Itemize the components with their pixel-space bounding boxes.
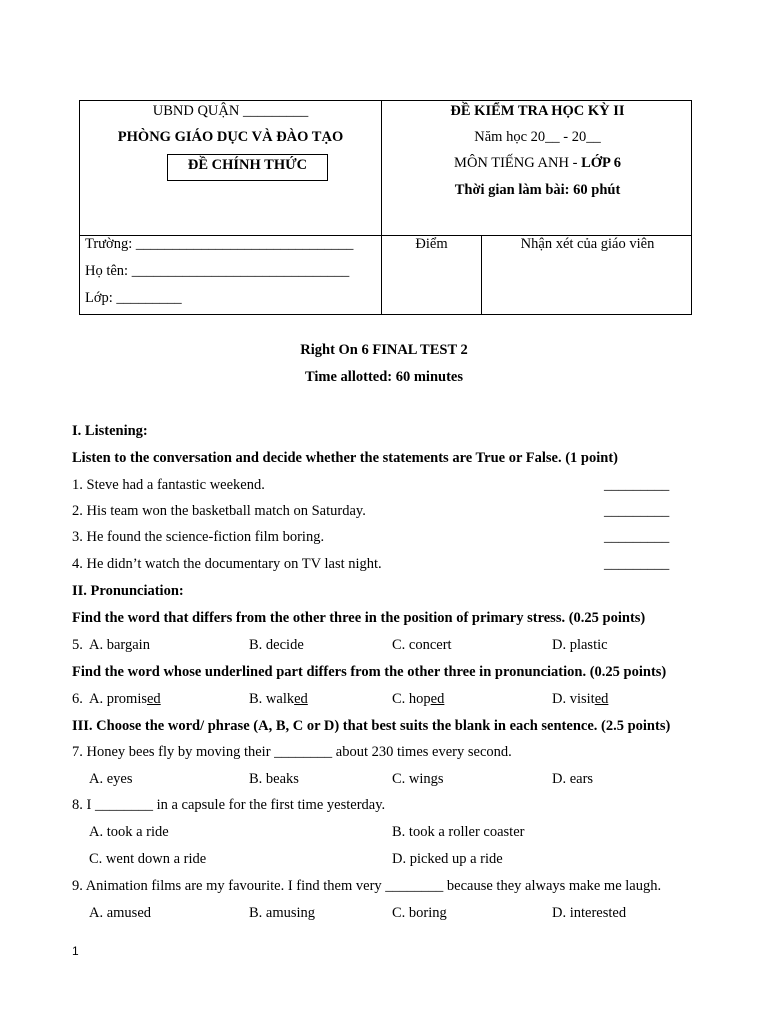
section-instruction: Find the word whose underlined part differs from the other three in pronunciation. (0.25 points): [72, 664, 667, 680]
option-a: A. bargain: [89, 637, 150, 653]
option-c: C. wings: [392, 771, 444, 787]
section-instruction: Listen to the conversation and decide whether the statements are True or False. (1 point): [72, 450, 618, 466]
subject-prefix: MÔN TIẾNG ANH -: [454, 155, 582, 171]
subject-grade: LỚP 6: [581, 155, 621, 171]
question-number: 6.: [72, 691, 83, 707]
option-a: [89, 691, 161, 708]
question-text: 4. He didn’t watch the documentary on TV last night.: [72, 556, 382, 572]
underlined-part: ed: [430, 691, 445, 707]
answer-blank: _________: [604, 503, 670, 519]
option-b: B. decide: [249, 637, 304, 653]
option-a: A. took a ride: [89, 824, 169, 840]
page-number: 1: [72, 944, 79, 958]
class-field: Lớp: _________: [85, 290, 182, 306]
section-heading: I. Listening:: [72, 423, 148, 439]
official-label: ĐỀ CHÍNH THỨC: [187, 157, 308, 173]
option-b: B. amusing: [249, 905, 316, 921]
underlined-part: ed: [147, 691, 161, 707]
test-title: Right On 6 FINAL TEST 2: [300, 342, 468, 358]
answer-blank: _________: [604, 556, 670, 572]
school-year: Năm học 20__ - 20__: [474, 129, 601, 145]
district-label: UBND QUẬN _________: [152, 103, 309, 119]
option-a: A. eyes: [89, 771, 133, 787]
underlined-part: ed: [294, 691, 308, 707]
option-b: B. beaks: [249, 771, 299, 787]
department-label: PHÒNG GIÁO DỤC VÀ ĐÀO TẠO: [117, 129, 344, 145]
option-b: [249, 691, 308, 708]
name-field: Họ tên: ______________________________: [85, 263, 350, 279]
section-heading: III. Choose the word/ phrase (A, B, C or D) that best suits the blank in each sentence. (2.5 points): [72, 718, 671, 734]
duration-label: Thời gian làm bài: 60 phút: [454, 182, 621, 198]
option-b: B. took a roller coaster: [392, 824, 525, 840]
answer-blank: _________: [604, 477, 670, 493]
option-c: C. went down a ride: [89, 851, 207, 867]
option-text: A. promis: [89, 691, 147, 707]
option-c: C. boring: [392, 905, 447, 921]
question-text: 8. I ________ in a capsule for the first time yesterday.: [72, 797, 386, 813]
teacher-comment-label: Nhận xét của giáo viên: [520, 236, 655, 252]
subject-label: [382, 155, 693, 172]
score-label: Điểm: [415, 236, 448, 252]
official-stamp-box: [167, 154, 328, 181]
section-heading: II. Pronunciation:: [72, 583, 184, 599]
question-text: 9. Animation films are my favourite. I find them very ________ because they always make me laugh.: [72, 878, 662, 894]
option-text: C. hop: [392, 691, 431, 707]
question-text: 7. Honey bees fly by moving their ________ about 230 times every second.: [72, 744, 512, 760]
test-time: Time allotted: 60 minutes: [304, 369, 463, 385]
question-number: 5.: [72, 637, 83, 653]
option-text: D. visit: [552, 691, 595, 707]
option-c: [392, 691, 444, 708]
option-d: [552, 691, 608, 708]
answer-blank: _________: [604, 529, 670, 545]
exam-title: ĐỀ KIỂM TRA HỌC KỲ II: [450, 103, 625, 119]
option-d: D. plastic: [552, 637, 608, 653]
exam-header-table: [79, 100, 692, 315]
option-d: D. picked up a ride: [392, 851, 503, 867]
question-text: 3. He found the science-fiction film boring.: [72, 529, 325, 545]
section-instruction: Find the word that differs from the other three in the position of primary stress. (0.25 points): [72, 610, 646, 626]
option-a: A. amused: [89, 905, 152, 921]
option-d: D. interested: [552, 905, 627, 921]
option-d: D. ears: [552, 771, 594, 787]
option-text: B. walk: [249, 691, 295, 707]
option-c: C. concert: [392, 637, 452, 653]
question-text: 2. His team won the basketball match on Saturday.: [72, 503, 366, 519]
underlined-part: ed: [594, 691, 609, 707]
school-field: Trường: ______________________________: [85, 236, 354, 252]
question-text: 1. Steve had a fantastic weekend.: [72, 477, 265, 493]
